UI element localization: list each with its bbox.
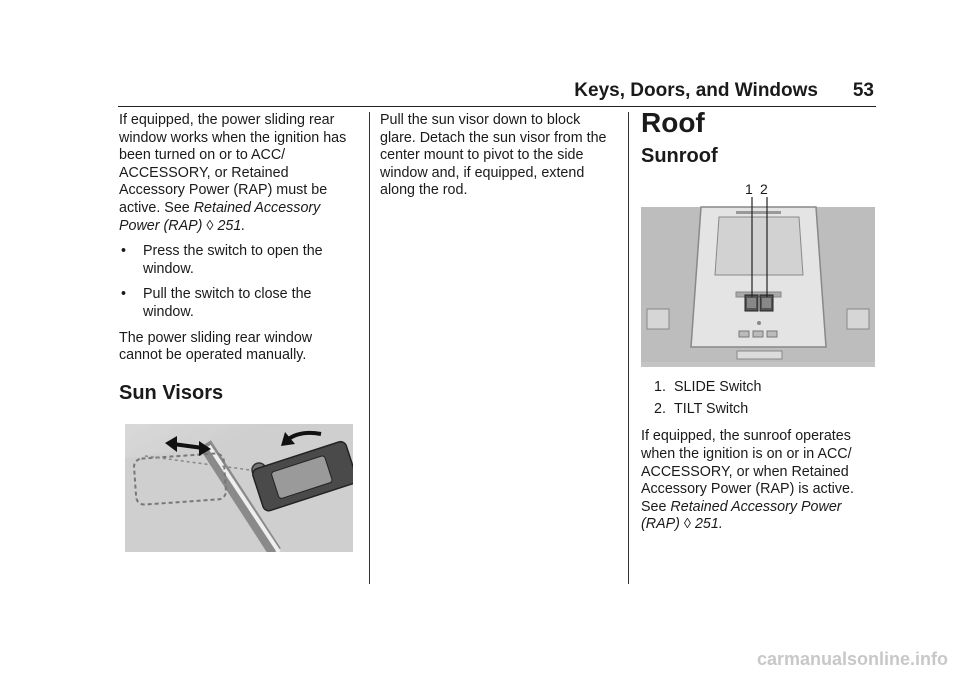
header-rule: [118, 106, 876, 107]
sun-visor-paragraph: Pull the sun visor down to block glare. Detach the sun visor from the center mount to pivot to the side window and, if equipped, extend along the rod.: [380, 112, 607, 199]
page-reference-icon: ◊: [683, 516, 691, 533]
callout-1: 1: [745, 181, 753, 198]
rear-window-paragraph: If equipped, the power sliding rear window works when the ignition has been turned on or to ACC/ ACCESSORY, or Retained Accessory Power (RAP) must be active. See Retained Accessory Power (RAP) ◊ 251.: [119, 112, 347, 234]
column-divider-1: [369, 112, 370, 584]
ref-link-rap[interactable]: Retained Accessory Power (RAP): [119, 199, 321, 234]
bullet-icon: •: [121, 243, 127, 260]
sun-visor-illustration: [125, 424, 353, 552]
column-divider-2: [628, 112, 629, 584]
page-number: 53: [852, 80, 874, 101]
page-reference-icon: ◊: [206, 217, 214, 234]
sunroof-paragraph: If equipped, the sunroof operates when the ignition is on or in ACC/ ACCESSORY, or when Retained Accessory Power (RAP) is active. See Retained Accessory Power (RAP) ◊ 251.: [641, 428, 854, 533]
callout-labels: [641, 181, 879, 197]
sun-visors-heading: Sun Visors: [119, 381, 224, 404]
roof-heading: Roof: [641, 107, 705, 138]
caption-slide: 1. SLIDE Switch: [654, 379, 762, 396]
manual-note: The power sliding rear window cannot be operated manually.: [119, 329, 313, 364]
column-2: [380, 112, 618, 208]
bullet-close: • Pull the switch to close the window.: [121, 286, 312, 320]
sunroof-heading: Sunroof: [641, 144, 718, 167]
callout-2: 2: [760, 181, 768, 198]
column-3: [641, 107, 879, 542]
section-title: Keys, Doors, and Windows: [574, 80, 818, 101]
sunroof-console-illustration: [641, 197, 875, 367]
bullet-open: • Press the switch to open the window.: [121, 243, 323, 277]
caption-tilt: 2. TILT Switch: [654, 400, 749, 417]
watermark: carmanualsonline.info: [756, 649, 948, 669]
bullet-icon: •: [121, 286, 127, 303]
page-header: [0, 80, 960, 112]
ref-link-rap-2[interactable]: Retained Accessory Power (RAP): [641, 498, 842, 533]
column-1: [119, 112, 357, 552]
ref-page-2[interactable]: 251: [694, 516, 719, 533]
ref-page[interactable]: 251: [217, 217, 242, 234]
